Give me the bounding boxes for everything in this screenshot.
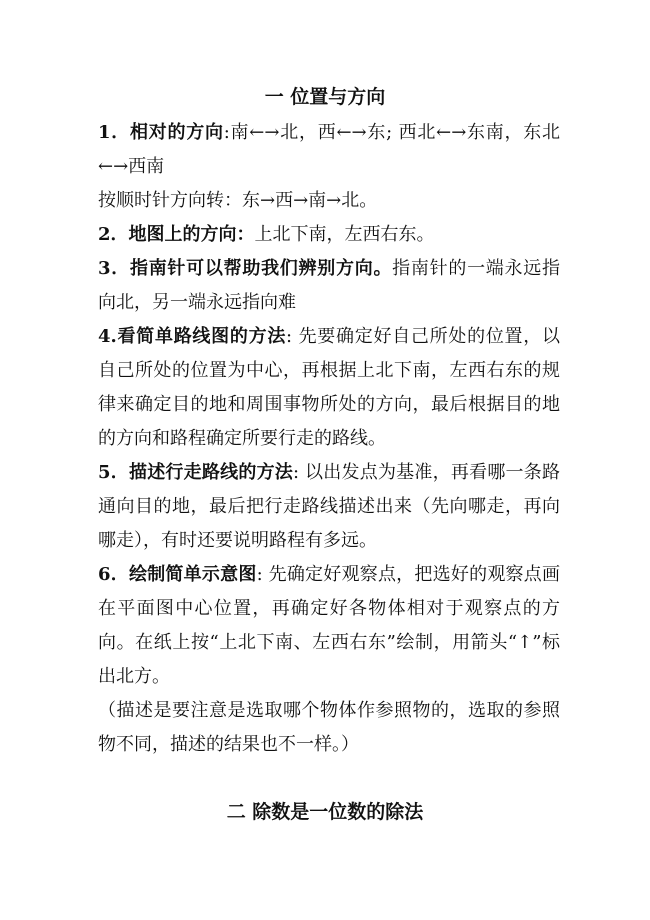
item-3-compass [98, 252, 560, 320]
item-2-text: 上北下南，左西右东。 [254, 224, 435, 245]
item-1-label: 1．相对的方向 [98, 122, 224, 143]
item-6-separator: : [256, 564, 269, 585]
section-1-title: 一 位置与方向 [264, 86, 386, 108]
item-1-relative-directions [98, 116, 560, 184]
item-1-separator: : [223, 122, 230, 143]
item-5-text: 以出发点为基准，再看哪一条路通向目的地，最后把行走路线描述出来（先向哪走，再向哪走），有时还要说明路程有多远。 [98, 462, 560, 551]
item-1-text: 南←→北，西←→东; 西北←→东南，东北←→西南 [98, 122, 560, 177]
item-clockwise-rotation [98, 184, 560, 218]
reference-object-note [98, 694, 560, 762]
item-4-text: 先要确定好自己所处的位置，以自己所处的位置为中心，再根据上北下南，左西右东的规律来确定目的地和周围事物所处的方向，最后根据目的地的方向和路程确定所要行走的路线。 [98, 326, 560, 449]
section-2-title: 二 除数是一位数的除法 [226, 801, 424, 823]
item-2-label: 2．地图上的方向： [98, 224, 255, 245]
item-6-label: 6．绘制简单示意图 [98, 564, 257, 585]
item-6-text: 先确定好观察点，把选好的观察点画在平面图中心位置，再确定好各物体相对于观察点的方向。在纸上按“上北下南、左西右东”绘制，用箭头“↑”标出北方。 [98, 564, 560, 687]
item-2-map-directions [98, 218, 560, 252]
item-4-route-map-method [98, 320, 560, 456]
item-5-separator: : [293, 462, 306, 483]
item-4-label: 4.看简单路线图的方法 [98, 326, 287, 347]
item-3-text: 指南针的一端永远指向北，另一端永远指向难 [98, 258, 560, 313]
item-5-describe-route-method [98, 456, 560, 558]
section-1-body [98, 116, 560, 762]
note-text: （描述是要注意是选取哪个物体作参照物的，选取的参照物不同，描述的结果也不一样。） [98, 700, 560, 755]
item-3-label: 3．指南针可以帮助我们辨别方向。 [98, 258, 393, 279]
clockwise-text: 按顺时针方向转：东→西→南→北。 [98, 190, 378, 211]
item-6-draw-diagram [98, 558, 560, 694]
item-4-separator: : [286, 326, 299, 347]
item-5-label: 5．描述行走路线的方法 [98, 462, 294, 483]
